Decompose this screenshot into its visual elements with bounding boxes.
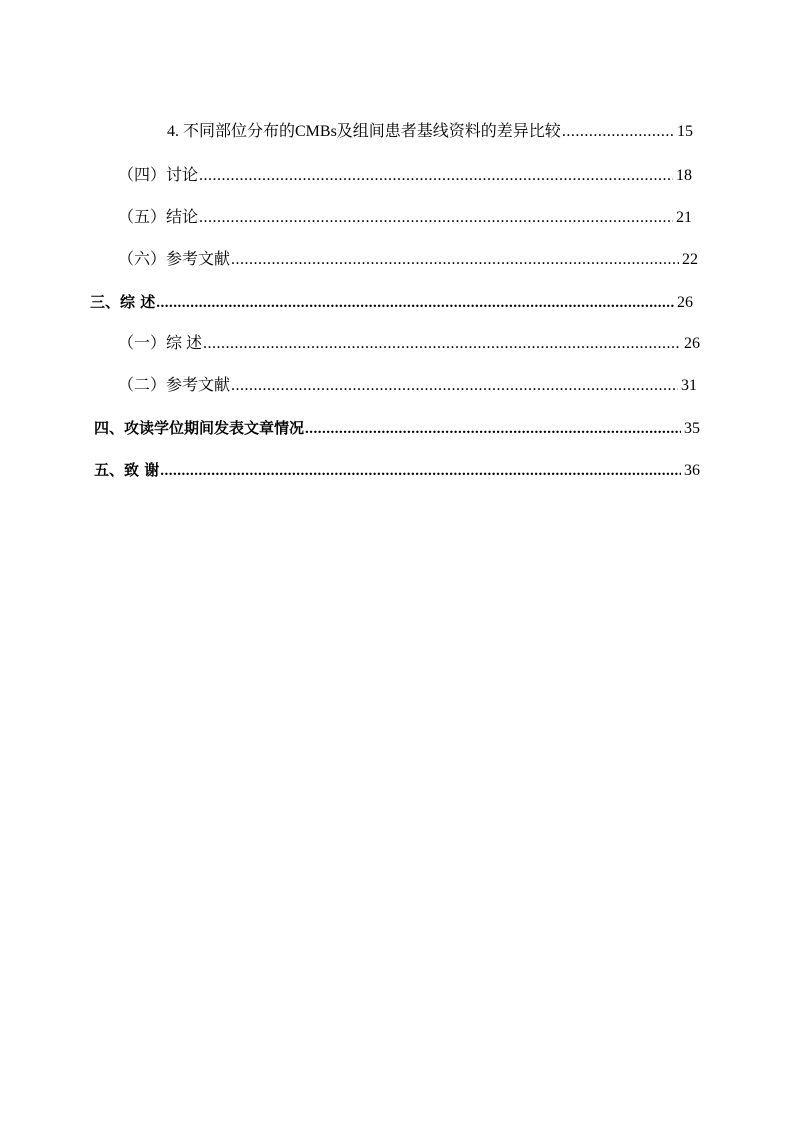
toc-page-number: 15	[677, 123, 693, 140]
toc-entry-references[interactable]	[118, 250, 698, 270]
toc-page-number: 18	[676, 167, 692, 184]
toc-entry-title: （一）综 述	[118, 335, 203, 352]
toc-entry-results-4[interactable]	[167, 122, 693, 142]
toc-entry-review-section[interactable]	[90, 292, 693, 313]
toc-entry-review[interactable]	[118, 334, 700, 354]
toc-page-number: 35	[684, 420, 700, 437]
toc-entry-title: 四、攻读学位期间发表文章情况	[94, 419, 305, 437]
toc-page-number: 21	[676, 209, 692, 226]
toc-entry-title: 三、综 述	[90, 293, 156, 311]
dot-leader	[231, 250, 679, 270]
dot-leader	[199, 166, 673, 186]
dot-leader	[160, 461, 681, 481]
toc-entry-title: （二）参考文献	[118, 377, 231, 394]
toc-entry-title: 五、致 谢	[94, 461, 160, 479]
toc-page-number: 36	[684, 462, 700, 479]
toc-page-number: 26	[684, 335, 700, 352]
toc-page-number: 22	[682, 251, 698, 268]
toc-page-number: 31	[681, 377, 697, 394]
dot-leader	[156, 293, 674, 313]
dot-leader	[562, 122, 674, 142]
toc-entry-title: （六）参考文献	[118, 251, 231, 268]
toc-entry-conclusion[interactable]	[118, 208, 692, 228]
toc-page-number: 26	[677, 294, 693, 311]
dot-leader	[305, 419, 681, 439]
toc-entry-publications[interactable]	[94, 418, 700, 439]
dot-leader	[203, 334, 681, 354]
dot-leader	[231, 376, 678, 396]
toc-entry-title: 4. 不同部位分布的CMBs及组间患者基线资料的差异比较	[167, 123, 561, 140]
toc-entry-title: （五）结论	[118, 209, 199, 226]
toc-entry-acknowledgements[interactable]	[94, 460, 700, 481]
toc-entry-review-references[interactable]	[118, 376, 697, 396]
toc-entry-title: （四）讨论	[118, 167, 199, 184]
toc-entry-discussion[interactable]	[118, 166, 692, 186]
dot-leader	[199, 208, 673, 228]
